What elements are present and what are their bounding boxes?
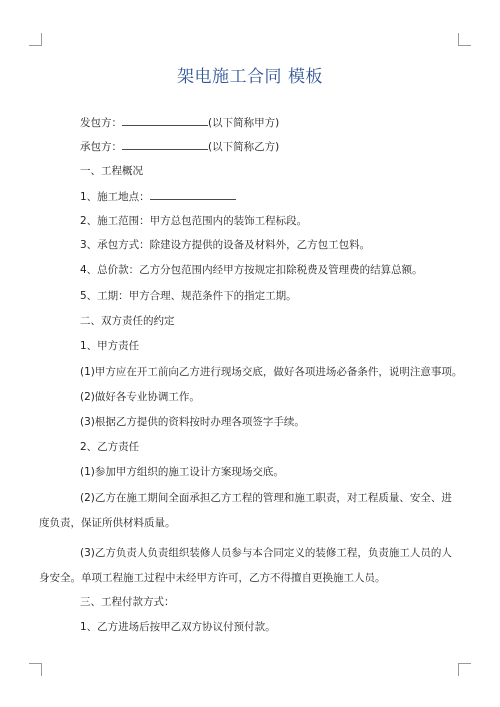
contractor-duty-3-line-1: (3)乙方负责人负责组织装修人员参与本合同定义的装修工程，负责施工人员的人 <box>80 547 452 559</box>
section-1-heading: 一、工程概况 <box>80 165 143 177</box>
employer-duty-2: (2)做好各专业协调工作。 <box>80 391 200 403</box>
contractor-duty-3-line-2: 身安全。单项工程施工过程中未经甲方许可，乙方不得擅自更换施工人员。 <box>39 572 386 584</box>
employer-duty-heading: 1、甲方责任 <box>80 340 140 352</box>
contractor-duty-2-line-2: 度负责，保证所供材料质量。 <box>39 517 176 529</box>
employer-label: 发包方： <box>80 117 122 129</box>
contractor-duty-heading: 2、乙方责任 <box>80 441 140 453</box>
contractor-duty-2-line-1: (2)乙方在施工期间全面承担乙方工程的管理和施工职责，对工程质量、安全、进 <box>80 492 452 504</box>
page-corner-mark-top-right <box>458 33 471 46</box>
contractor-duty-1: (1)参加甲方组织的施工设计方案现场交底。 <box>80 466 284 478</box>
contractor-blank <box>122 139 208 150</box>
contractor-line <box>80 139 279 154</box>
contractor-note: (以下简称乙方) <box>208 141 280 153</box>
contractor-label: 承包方： <box>80 141 122 153</box>
employer-note: (以下简称甲方) <box>208 117 280 129</box>
contract-method-line: 3、承包方式：除建设方提供的设备及材料外，乙方包工包料。 <box>80 239 371 251</box>
employer-duty-1: (1)甲方应在开工前向乙方进行现场交底，做好各项进场必备条件，说明注意事项。 <box>80 366 463 378</box>
page-corner-mark-top-left <box>29 33 42 46</box>
page-corner-mark-bottom-right <box>458 663 471 676</box>
payment-line-1: 1、乙方进场后按甲乙双方协议付预付款。 <box>80 621 276 633</box>
employer-line <box>80 115 279 130</box>
total-price-line: 4、总价款：乙方分包范围内经甲方按规定扣除税费及管理费的结算总额。 <box>80 264 423 276</box>
document-title: 架电施工合同 模板 <box>177 67 323 87</box>
schedule-line: 5、工期：甲方合理、规范条件下的指定工期。 <box>80 290 297 302</box>
site-location-blank <box>150 189 236 200</box>
section-3-heading: 三、工程付款方式： <box>80 596 175 608</box>
employer-blank <box>122 115 208 126</box>
employer-duty-3: (3)根据乙方提供的资料按时办理各项签字手续。 <box>80 416 305 428</box>
scope-line: 2、施工范围：甲方总包范围内的装饰工程标段。 <box>80 215 308 227</box>
section-2-heading: 二、双方责任的约定 <box>80 315 175 327</box>
site-location-label: 1、施工地点： <box>80 191 150 203</box>
page-corner-mark-bottom-left <box>29 663 42 676</box>
site-location-line <box>80 189 236 204</box>
